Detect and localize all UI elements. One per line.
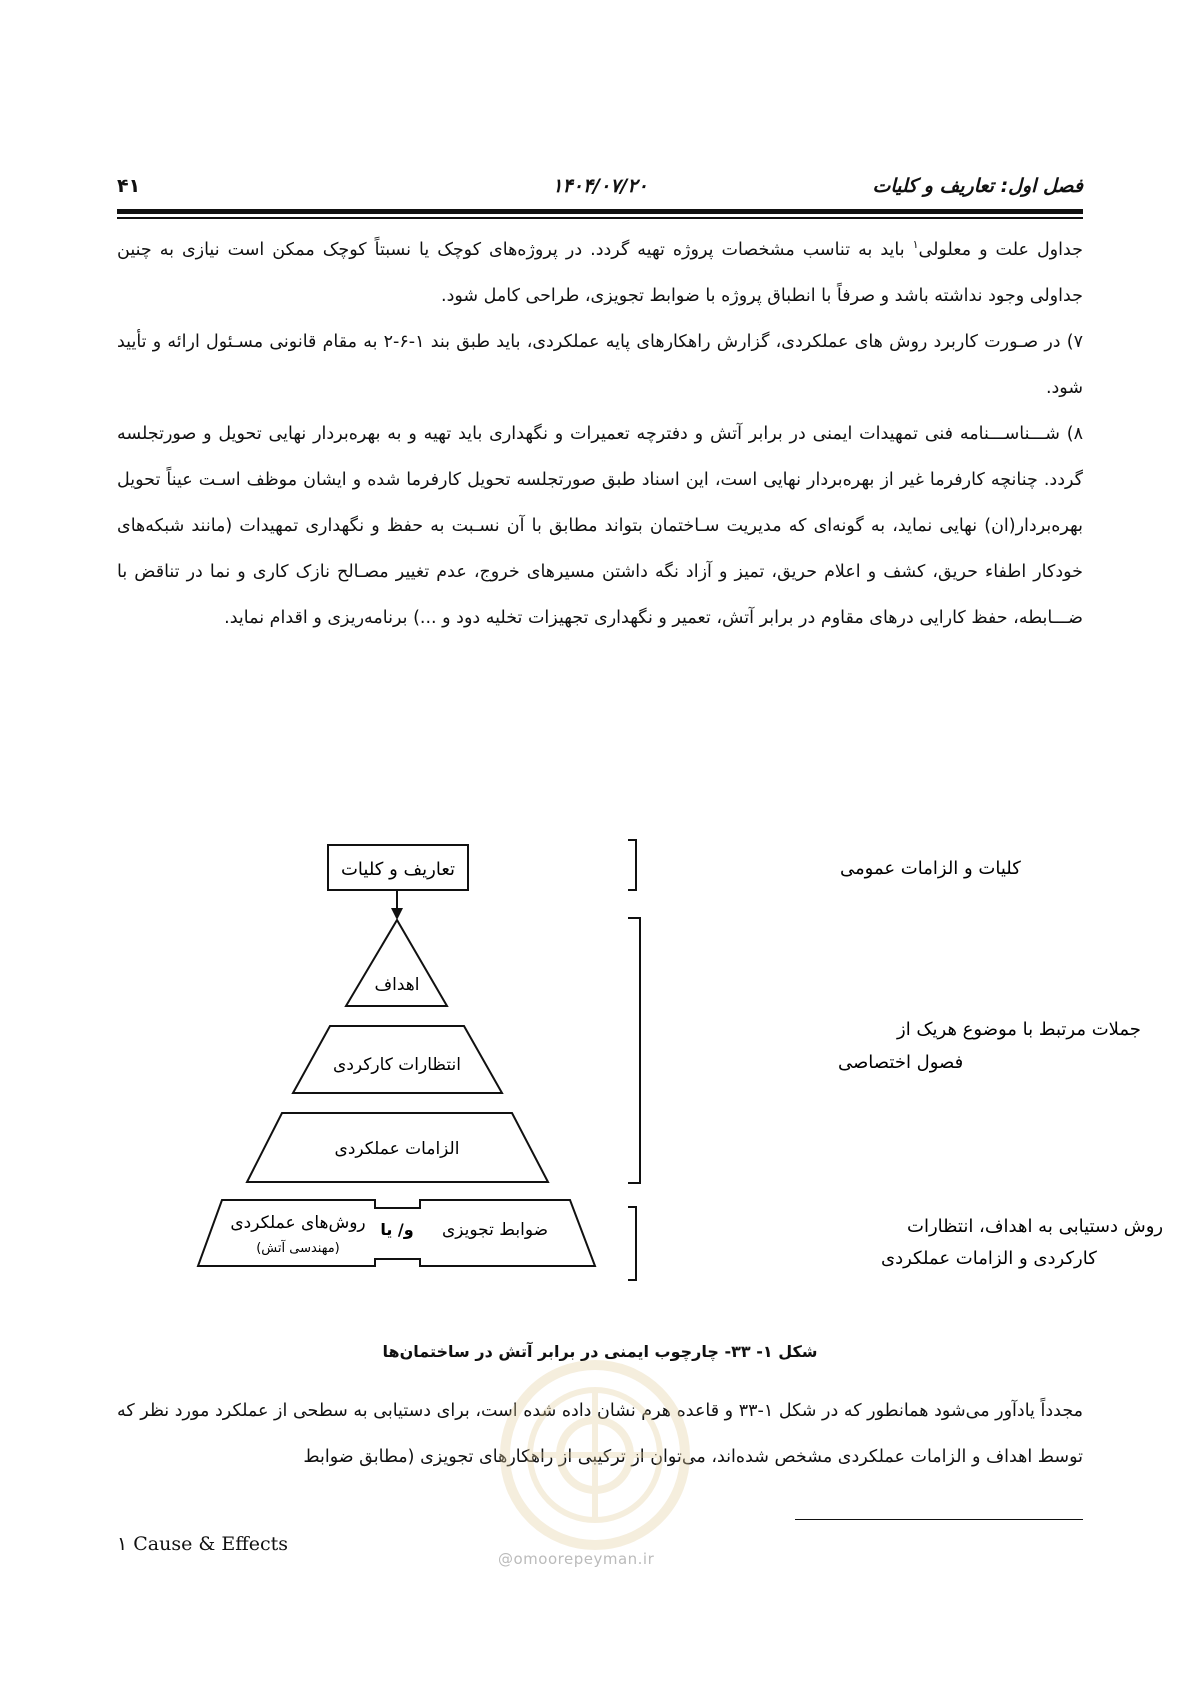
paragraph-text: جداول علت و معلولی: [918, 239, 1083, 260]
page-number: ۴۱: [117, 175, 141, 197]
footnote-rule: [795, 1519, 1083, 1520]
bracket-general: [628, 840, 636, 890]
side-label-topics-1: جملات مرتبط با موضوع هریک از: [897, 1019, 1141, 1040]
header-rule-thin: [117, 217, 1083, 219]
bracket-methods: [628, 1207, 636, 1280]
fire-engineering-label: (مهندسی آتش): [256, 1241, 340, 1256]
page-header: [117, 175, 1083, 205]
paragraph-text: باید به تناسب مشخصات پروژه تهیه گردد. در پروژه‌های کوچک یا نسبتاً کوچک ممکن است نیازی به چنین جداولی وجود نداشته باشد و صرفاً با انطباق پروژه با ضوابط تجویزی، طراحی کامل شود.: [117, 239, 1083, 306]
side-label-methods-2: کارکردی و الزامات عملکردی: [881, 1248, 1097, 1269]
side-label-topics-2: فصول اختصاصی: [838, 1052, 964, 1073]
body-text-top: [117, 222, 1083, 641]
paragraph-pyramid-reminder: مجدداً یادآور می‌شود همانطور که در شکل ۱-۳۳ و قاعده هرم نشان داده شده است، برای دستیابی به سطحی از عملکرد مورد نظر که توسط اهداف و الزامات عملکردی مشخص شده‌اند، می‌توان از ترکیبی از راهکارهای تجویزی (مطابق ضوابط: [117, 1401, 1083, 1467]
watermark-seal-icon: [490, 1350, 700, 1570]
figure-caption: شکل ۱- ۳۳- چارچوب ایمنی در برابر آتش در ساختمان‌ها: [382, 1342, 818, 1361]
safety-framework-figure: [150, 830, 1164, 1330]
pyramid-performance-requirements-label: الزامات عملکردی: [334, 1139, 460, 1159]
definitions-box-label: تعاریف و کلیات: [340, 859, 456, 880]
footnote: [117, 1533, 288, 1555]
header-rule-thick: [117, 209, 1083, 214]
watermark-url: @omoorepeyman.ir: [498, 1550, 655, 1568]
paragraph-item-7: ۷) در صـورت کاربرد روش های عملکردی، گزارش راهکارهای پایه عملکردی، باید طبق بند ۱-۶-۲ به مقام قانونی مسـئول ارائه و تأیید شود.: [117, 331, 1084, 398]
chapter-title: فصل اول: تعاریف و کلیات: [872, 175, 1083, 197]
side-label-methods-1: روش دستیابی به اهداف، انتظارات: [907, 1216, 1164, 1237]
paragraph-item-8: ۸) شـــناســـنامه فنی تمهیدات ایمنی در برابر آتش و دفترچه تعمیرات و نگهداری باید تهیه و به بهره‌بردار نهایی تحویل و صورتجلسه گردد. چنانچه کارفرما غیر از بهره‌بردار نهایی است، این اسناد طبق صورتجلسه تحویل کارفرما شده و ایشان موظف اسـت عیناً تحویل بهره‌بردار(ان) نهایی نماید، به گونه‌ای که مدیریت سـاختمان بتواند مطابق با آن نسـبت به حفظ و نگهداری تمهیدات (مانند شبکه‌های خودکار اطفاء حریق، کشف و اعلام حریق، تمیز و آزاد نگه داشتن مسیرهای خروج، عدم تغییر مصـالح نازک کاری و نما در تناقض با ضـــابطه، حفظ کارایی درهای مقاوم در برابر آتش، تعمیر و نگهداری تجهیزات تخلیه دود و ...) برنامه‌ریزی و اقدام نماید.: [117, 423, 1083, 628]
pyramid-functional-expectations-label: انتظارات کارکردی: [333, 1055, 461, 1075]
prescriptive-rules-label: ضوابط تجویزی: [441, 1220, 549, 1240]
performance-methods-label: روش‌های عملکردی: [230, 1213, 366, 1233]
header-date: ۱۴۰۴/۰۷/۲۰: [552, 175, 648, 197]
and-or-label: و/ یا: [380, 1220, 414, 1239]
bracket-objectives: [628, 918, 640, 1183]
footnote-number: ۱: [117, 1533, 128, 1555]
side-label-general: کلیات و الزامات عمومی: [840, 858, 1021, 879]
footnote-ref: ۱: [912, 238, 919, 251]
footnote-text: Cause & Effects: [133, 1533, 288, 1555]
pyramid-goals-label: اهداف: [374, 975, 420, 995]
paragraph-cause-effect: [117, 222, 1083, 319]
